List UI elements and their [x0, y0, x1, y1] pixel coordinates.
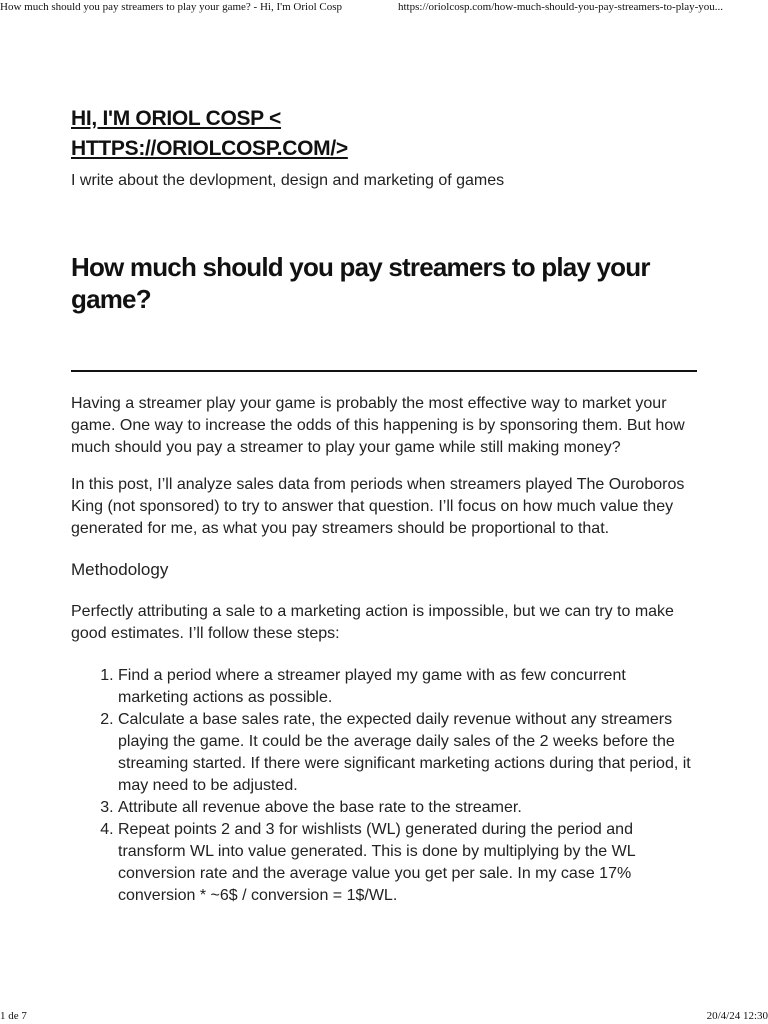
print-datetime: 20/4/24 12:30 [706, 1010, 768, 1022]
methodology-step: 3. Attribute all revenue above the base rate to the streamer. [118, 797, 697, 819]
methodology-step: 4. Repeat points 2 and 3 for wishlists (WL) generated during the period and transform WL into value generated. This is done by multiplying by the WL conversion rate and the average value you get per sale. In my case 17% conversion * ~6$ / conversion = 1$/WL. [118, 819, 697, 907]
site-title-link[interactable]: HI, I'M ORIOL COSP < HTTPS://ORIOLCOSP.COM/> [71, 107, 348, 160]
title-divider [71, 370, 697, 372]
methodology-step: 2. Calculate a base sales rate, the expected daily revenue without any streamers playing the game. It could be the average daily sales of the 2 weeks before the streaming started. If there were significant marketing actions during that period, it may need to be adjusted. [118, 709, 697, 797]
site-tagline: I write about the devlopment, design and marketing of games [71, 172, 505, 189]
post-paragraph: Having a streamer play your game is probably the most effective way to market your game. One way to increase the odds of this happening is by sponsoring them. But how much should you pay a streamer to play your game while still making money? [71, 395, 685, 456]
post-title: How much should you pay streamers to play your game? [71, 252, 650, 314]
section-heading-methodology: Methodology [71, 560, 169, 579]
print-header-title: How much should you pay streamers to play your game? - Hi, I'm Oriol Cosp [0, 1, 343, 13]
page-number: 1 de 7 [0, 1010, 27, 1022]
methodology-steps-list [71, 665, 697, 907]
print-footer [0, 1008, 768, 1024]
post-paragraph: In this post, I’ll analyze sales data from periods when streamers played The Ouroboros King (not sponsored) to try to answer that question. I’ll focus on how much value they generated for me, as what you pay streamers should be proportional to that. [71, 476, 685, 537]
print-header [0, 0, 768, 14]
post-content [71, 393, 697, 907]
print-header-url: https://oriolcosp.com/how-much-should-you-pay-streamers-to-play-you... [398, 1, 724, 13]
methodology-step: 1. Find a period where a streamer played my game with as few concurrent marketing actions as possible. [118, 665, 697, 709]
methodology-intro: Perfectly attributing a sale to a marketing action is impossible, but we can try to make good estimates. I’ll follow these steps: [71, 603, 674, 642]
